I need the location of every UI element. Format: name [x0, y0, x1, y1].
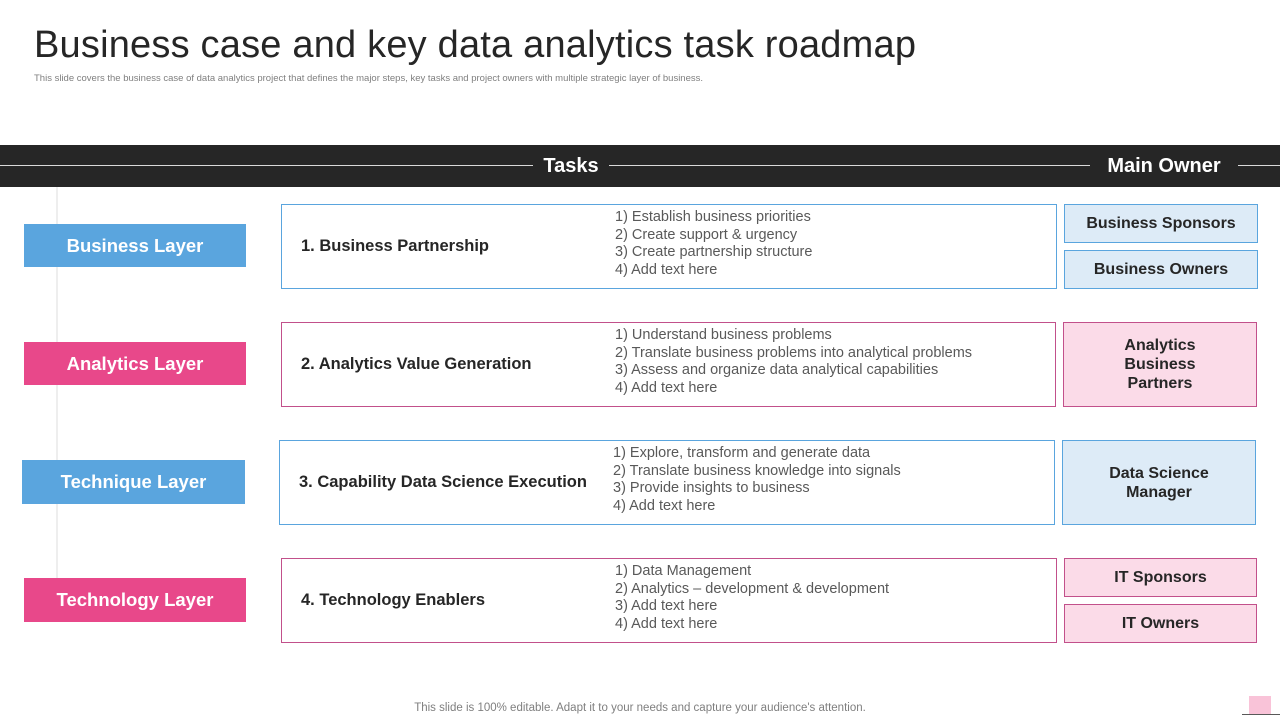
owner-it-owners: IT Owners — [1064, 604, 1257, 643]
task-step: 3) Add text here — [615, 598, 718, 615]
task-step: 1) Data Management — [615, 563, 752, 579]
task-step-list — [615, 563, 889, 634]
owner-analytics-business-partners — [1063, 322, 1257, 407]
owner-label: Data Science Manager — [1109, 464, 1209, 501]
task-title: 2. Analytics Value Generation — [301, 355, 532, 373]
footer-note: This slide is 100% editable. Adapt it to your needs and capture your audience's attention. — [414, 702, 866, 714]
task-step: 1) Explore, transform and generate data — [613, 445, 871, 461]
task-step-list — [615, 209, 812, 280]
task-step: 3) Assess and organize data analytical capabilities — [615, 362, 939, 379]
task-step: 4) Add text here — [615, 380, 718, 397]
corner-underline — [1242, 714, 1280, 715]
layer-label-business: Business Layer — [24, 224, 246, 267]
task-step: 4) Add text here — [615, 262, 718, 279]
task-title: 4. Technology Enablers — [301, 591, 485, 609]
task-step: 1) Establish business priorities — [615, 209, 811, 225]
main-owner-header: Main Owner — [1090, 145, 1238, 187]
layer-label-analytics: Analytics Layer — [24, 342, 246, 385]
layer-label-technique: Technique Layer — [22, 460, 245, 504]
task-step: 3) Create partnership structure — [615, 244, 813, 261]
task-step: 2) Translate business problems into analytical problems — [615, 344, 973, 361]
task-title: 3. Capability Data Science Execution — [299, 473, 587, 491]
task-card-technique — [279, 440, 1055, 525]
task-step: 3) Provide insights to business — [613, 480, 810, 497]
header-divider-line — [0, 165, 1280, 166]
owner-business-owners: Business Owners — [1064, 250, 1258, 289]
slide-title: Business case and key data analytics task roadmap — [34, 24, 917, 66]
task-title: 1. Business Partnership — [301, 237, 489, 255]
task-card-technology — [281, 558, 1057, 643]
task-step: 2) Analytics – development & development — [615, 580, 890, 597]
owner-data-science-manager — [1062, 440, 1256, 525]
task-card-business — [281, 204, 1057, 289]
task-step-list — [613, 445, 901, 516]
layer-label-technology: Technology Layer — [24, 578, 246, 622]
task-step-list — [615, 327, 972, 398]
task-card-analytics — [281, 322, 1056, 407]
task-step: 4) Add text here — [613, 498, 716, 515]
task-step: 2) Create support & urgency — [615, 226, 798, 243]
task-step: 4) Add text here — [615, 616, 718, 633]
owner-business-sponsors: Business Sponsors — [1064, 204, 1258, 243]
owner-it-sponsors: IT Sponsors — [1064, 558, 1257, 597]
tasks-header: Tasks — [533, 145, 609, 187]
owner-label: Analytics Business Partners — [1124, 337, 1196, 392]
slide-subtitle: This slide covers the business case of data analytics project that defines the major steps, key tasks and project owners with multiple strategic layer of business. — [34, 73, 704, 84]
task-step: 1) Understand business problems — [615, 327, 832, 343]
task-step: 2) Translate business knowledge into signals — [613, 462, 901, 479]
corner-decoration — [1249, 696, 1271, 714]
column-header-bar — [0, 145, 1280, 187]
